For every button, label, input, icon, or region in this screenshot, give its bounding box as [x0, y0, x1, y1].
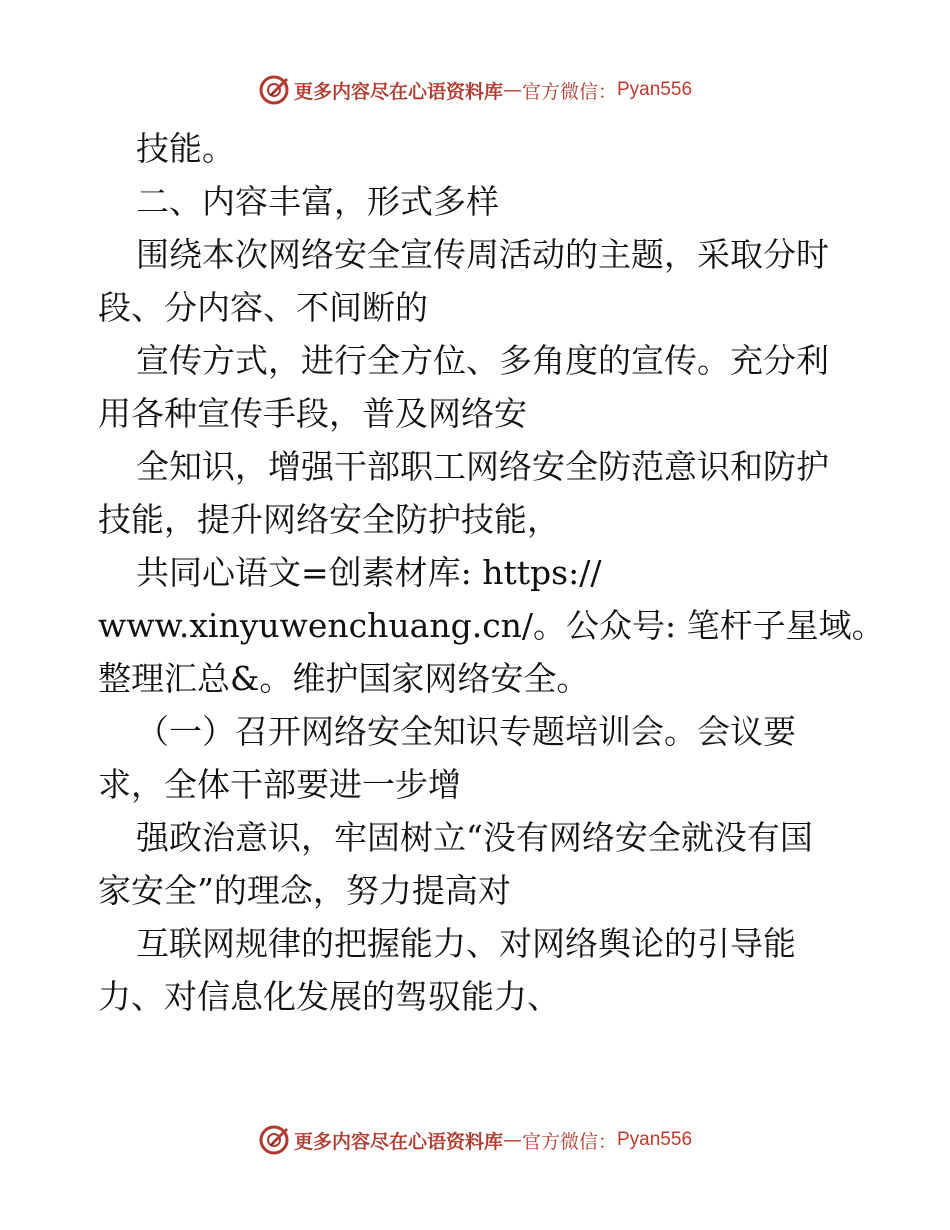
body-line: 力、对信息化发展的驾驭能力、 — [98, 977, 560, 1016]
body-line: 宣传方式，进行全方位、多角度的宣传。充分利 — [136, 341, 829, 380]
body-line: 段、分内容、不间断的 — [98, 288, 428, 327]
header-banner-separator: — — [502, 79, 522, 101]
body-line: 求，全体干部要进一步增 — [98, 765, 461, 804]
header-banner-text: 更多内容尽在心语资料库 — [293, 80, 503, 103]
body-line: 整理汇总&。维护国家网络安全。 — [98, 659, 590, 698]
footer-banner-text: 更多内容尽在心语资料库 — [293, 1130, 503, 1153]
body-line: 全知识，增强干部职工网络安全防范意识和防护 — [136, 447, 829, 486]
header-banner — [0, 70, 950, 110]
footer-wechat-id: Pyan556 — [617, 1129, 693, 1150]
pen-logo-icon — [258, 1124, 290, 1156]
pen-logo-icon — [258, 74, 290, 106]
subsection-heading: （一）召开网络安全知识专题培训会。会议要 — [136, 712, 796, 751]
document-body — [98, 122, 885, 1023]
section-heading: 二、内容丰富，形式多样 — [136, 182, 499, 221]
header-wechat-id: Pyan556 — [617, 79, 693, 100]
body-line: 技能。 — [136, 129, 235, 168]
footer-wechat-label: 官方微信： — [521, 1130, 617, 1153]
footer-banner-separator: — — [502, 1129, 522, 1151]
body-line: 家安全”的理念，努力提高对 — [98, 871, 511, 910]
body-line: 技能，提升网络安全防护技能， — [98, 500, 560, 539]
body-line: 强政治意识，牢固树立“没有网络安全就没有国 — [136, 818, 813, 857]
footer-banner — [0, 1120, 950, 1160]
body-line: 互联网规律的把握能力、对网络舆论的引导能 — [136, 924, 796, 963]
body-line: 共同心语文=创素材库: https:// — [136, 553, 602, 592]
body-line: 用各种宣传手段，普及网络安 — [98, 394, 527, 433]
body-line: 围绕本次网络安全宣传周活动的主题，采取分时 — [136, 235, 829, 274]
body-line: www.xinyuwenchuang.cn/。公众号: 笔杆子星域。 — [98, 606, 885, 645]
header-wechat-label: 官方微信： — [521, 80, 617, 103]
